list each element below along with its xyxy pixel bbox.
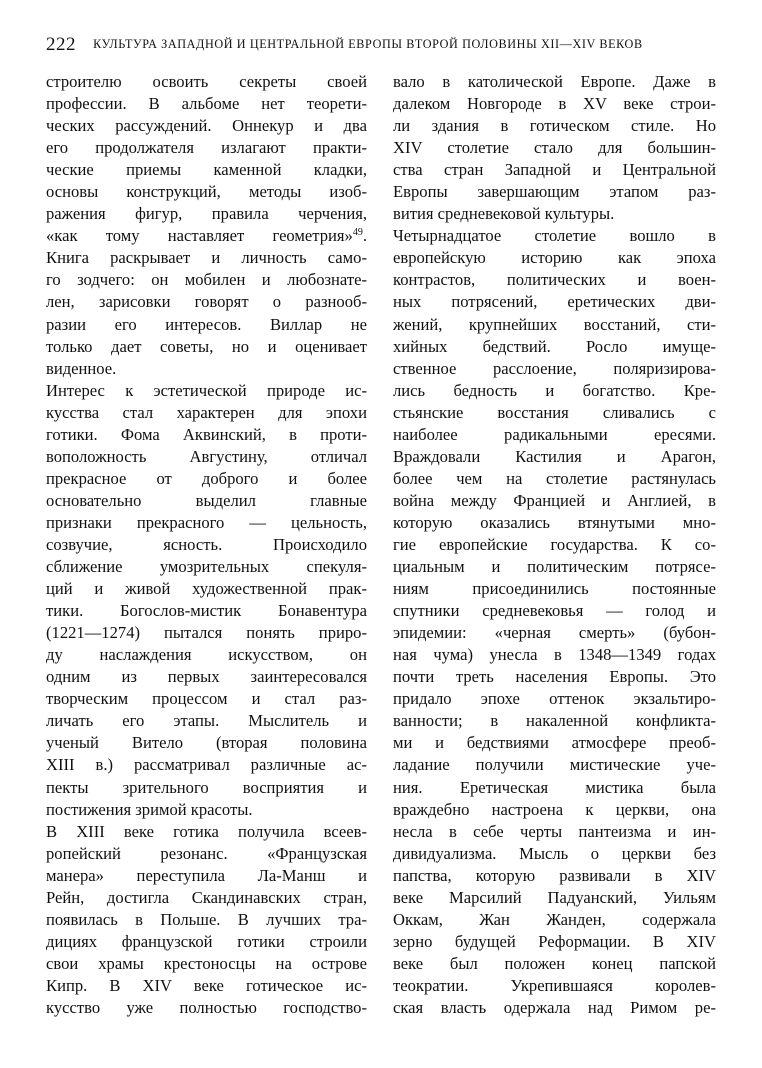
text-line (393, 534, 716, 556)
text-line (393, 600, 716, 622)
line-text: лен, зарисовки говорят о разнооб- (46, 292, 367, 312)
text-line (393, 424, 716, 446)
running-head (46, 34, 736, 56)
text-line (46, 600, 367, 622)
line-text: ду наслаждения искусством, он (46, 645, 367, 665)
line-text: почти треть населения Европы. Это (393, 667, 716, 687)
line-text: ученый Витело (вторая половина (46, 733, 367, 753)
line-text: только дает советы, но и оценивает (46, 336, 367, 356)
line-text-tail: . (362, 226, 367, 246)
line-text: личать его этапы. Мыслитель и (46, 711, 367, 731)
text-line (393, 777, 716, 799)
text-line (393, 93, 716, 115)
line-text: строителю освоить секреты своей (46, 72, 367, 91)
line-text: веке был положен конец папской (393, 953, 716, 973)
line-text: профессии. В альбоме нет теорети- (46, 94, 367, 114)
line-text: творческим процессом и стал раз- (46, 689, 367, 709)
line-text: одним из первых заинтересовался (46, 667, 367, 687)
text-line (393, 843, 716, 865)
text-line (393, 380, 716, 402)
line-text: признаки прекрасного — цельность, (46, 512, 367, 532)
text-line (393, 732, 716, 754)
line-text: ражения фигур, правила черчения, (46, 204, 367, 224)
text-line (46, 975, 367, 997)
line-text: ных потрясений, еретических дви- (393, 292, 716, 312)
text-line (46, 446, 367, 468)
line-text: жений, крупнейших восстаний, сти- (393, 314, 716, 334)
line-text: хийных бедствий. Росло имуще- (393, 336, 716, 356)
line-text: прекрасное от доброго и более (46, 468, 367, 488)
text-line (46, 314, 367, 336)
line-text: В XIII веке готика получила всеев- (46, 821, 367, 841)
text-line (46, 843, 367, 865)
text-line (393, 468, 716, 490)
text-line (46, 777, 367, 799)
line-text: Книга раскрывает и личность само- (46, 248, 367, 268)
text-line (46, 402, 367, 424)
line-text: циальным и политическим потрясе- (393, 557, 716, 577)
line-text: вития средневековой культуры. (393, 204, 615, 224)
line-text: контрастов, политических и воен- (393, 270, 716, 290)
line-text: враждебно настроена к церкви, она (393, 799, 716, 819)
text-line (46, 578, 367, 600)
line-text: вало в католической Европе. Даже в (393, 72, 716, 91)
line-text: виденное. (46, 358, 117, 378)
line-text: ства стран Западной и Центральной (393, 160, 716, 180)
text-line (46, 424, 367, 446)
text-line (46, 666, 367, 688)
text-line (393, 181, 716, 203)
text-line (46, 887, 367, 909)
text-line (46, 622, 367, 644)
line-text: ванности; в накаленной конфликта- (393, 711, 716, 731)
line-text: дициях французской готики строили (46, 931, 367, 951)
line-text: основы конструкций, методы изоб- (46, 182, 367, 202)
text-line (393, 269, 716, 291)
line-text: европейскую историю как эпоха (393, 248, 716, 268)
line-text: созвучие, ясность. Происходило (46, 534, 367, 554)
text-line (393, 159, 716, 181)
line-text: придало эпохе оттенок экзальтиро- (393, 689, 716, 709)
text-line (393, 578, 716, 600)
text-line (393, 644, 716, 666)
text-line (393, 336, 716, 358)
line-text: ми и бедствиями атмосфере преоб- (393, 733, 716, 753)
text-line (393, 291, 716, 313)
text-line (393, 953, 716, 975)
line-text: далеком Новгороде в XV веке строи- (393, 94, 716, 114)
text-line (46, 203, 367, 225)
text-line (393, 556, 716, 578)
text-line (46, 556, 367, 578)
text-line (46, 865, 367, 887)
text-line (393, 666, 716, 688)
line-text: свои храмы крестоносцы на острове (46, 953, 367, 973)
line-text: появилась в Польше. В лучших тра- (46, 909, 367, 929)
text-line (393, 688, 716, 710)
line-text: ственное расслоение, поляризирова- (393, 358, 716, 378)
text-line (46, 732, 367, 754)
text-line (393, 71, 716, 93)
line-text: война между Францией и Англией, в (393, 490, 716, 510)
line-text: го зодчего: он мобилен и любознате- (46, 270, 367, 290)
text-line (46, 490, 367, 512)
text-line (46, 997, 367, 1019)
line-text: его продолжателя излагают практи- (46, 138, 367, 158)
line-text: папства, которую развивали в XIV (393, 865, 716, 885)
line-text: лись бедность и богатство. Кре- (393, 380, 716, 400)
line-text: ская власть одержала над Римом ре- (393, 997, 716, 1017)
text-line (46, 181, 367, 203)
line-text: ли здания в готическом стиле. Но (393, 116, 716, 136)
text-line (46, 291, 367, 313)
text-line (393, 622, 716, 644)
line-text: тики. Богослов-мистик Бонавентура (46, 601, 367, 621)
line-text: кусства стал характерен для эпохи (46, 402, 367, 422)
line-text: ций и живой художественной прак- (46, 579, 367, 599)
line-text: ния. Еретическая мистика была (393, 777, 716, 797)
text-line (393, 975, 716, 997)
line-text: разии его интересов. Виллар не (46, 314, 367, 334)
text-line (46, 931, 367, 953)
text-line (393, 909, 716, 931)
text-line (393, 931, 716, 953)
line-text: наиболее радикальными ересями. (393, 424, 716, 444)
text-line (393, 754, 716, 776)
line-text: постижения зримой красоты. (46, 799, 253, 819)
line-text: готики. Фома Аквинский, в проти- (46, 424, 367, 444)
line-text: кусство уже полностью господство- (46, 997, 367, 1017)
text-line (393, 115, 716, 137)
text-line (46, 115, 367, 137)
line-text: воположность Августину, отличал (46, 446, 367, 466)
text-line (46, 247, 367, 269)
text-line (393, 225, 716, 247)
line-text: XIII в.) рассматривал различные ас- (46, 755, 367, 775)
line-text: сближение умозрительных спекуля- (46, 557, 367, 577)
text-line (393, 137, 716, 159)
line-text: веке Марсилий Падуанский, Уильям (393, 887, 716, 907)
page-number: 222 (46, 34, 76, 55)
line-text: ческих рассуждений. Оннекур и два (46, 116, 367, 136)
text-line (46, 688, 367, 710)
text-line (46, 821, 367, 843)
text-line (393, 821, 716, 843)
line-text: Рейн, достигла Скандинавских стран, (46, 887, 367, 907)
line-text: которую оказались втянутыми мно- (393, 512, 716, 532)
line-text: манера» переступила Ла-Манш и (46, 865, 367, 885)
text-line (393, 512, 716, 534)
text-line (393, 314, 716, 336)
line-text: Интерес к эстетической природе ис- (46, 380, 367, 400)
line-text: дивидуализма. Мысль о церкви без (393, 843, 716, 863)
text-line (46, 225, 367, 247)
text-line (46, 512, 367, 534)
text-line (393, 446, 716, 468)
text-line (46, 71, 367, 93)
text-line (46, 159, 367, 181)
line-text: ная чума) унесла в 1348—1349 годах (393, 645, 716, 665)
text-line (46, 953, 367, 975)
text-line (46, 269, 367, 291)
text-line (46, 710, 367, 732)
text-line (393, 247, 716, 269)
line-text: спутники средневековья — голод и (393, 601, 716, 621)
line-text: ниям присоединились постоянные (393, 579, 716, 599)
line-text: более чем на столетие растянулась (393, 468, 716, 488)
line-text: Враждовали Кастилия и Арагон, (393, 446, 716, 466)
text-line (46, 799, 367, 821)
text-line (393, 402, 716, 424)
footnote-ref: 49 (352, 227, 363, 239)
line-text: «как тому наставляет геометрия» (46, 226, 353, 246)
running-title: КУЛЬТУРА ЗАПАДНОЙ И ЦЕНТРАЛЬНОЙ ЕВРОПЫ ВТОРОЙ ПОЛОВИНЫ XII—XIV ВЕКОВ (93, 37, 643, 51)
text-line (393, 710, 716, 732)
text-line (46, 358, 367, 380)
line-text: несла в себе черты пантеизма и ин- (393, 821, 716, 841)
text-line (393, 887, 716, 909)
text-line (46, 336, 367, 358)
text-line (393, 865, 716, 887)
text-line (46, 93, 367, 115)
line-text: основательно выделил главные (46, 490, 367, 510)
line-text: Четырнадцатое столетие вошло в (393, 226, 716, 246)
line-text: Оккам, Жан Жанден, содержала (393, 909, 716, 929)
text-line (46, 909, 367, 931)
line-text: ропейский резонанс. «Французская (46, 843, 367, 863)
text-line (46, 754, 367, 776)
line-text: ладание получили мистические уче- (393, 755, 716, 775)
line-text: XIV столетие стало для большин- (393, 138, 716, 158)
line-text: гие европейские государства. К со- (393, 534, 716, 554)
right-text-column (393, 71, 716, 1019)
line-text: Европы завершающим этапом раз- (393, 182, 716, 202)
text-line (393, 358, 716, 380)
line-text: зерно будущей Реформации. В XIV (393, 931, 716, 951)
text-line (393, 203, 716, 225)
text-line (46, 534, 367, 556)
line-text: ческие приемы каменной кладки, (46, 160, 367, 180)
line-text: стьянские восстания сливались с (393, 402, 716, 422)
text-line (46, 137, 367, 159)
text-line (46, 380, 367, 402)
text-line (46, 644, 367, 666)
line-text: эпидемии: «черная смерть» (бубон- (393, 623, 716, 643)
line-text: (1221—1274) пытался понять приро- (46, 623, 367, 643)
line-text: Кипр. В XIV веке готическое ис- (46, 975, 367, 995)
left-text-column (46, 71, 367, 1019)
text-line (393, 490, 716, 512)
line-text: теократии. Укрепившаяся королев- (393, 975, 716, 995)
text-line (46, 468, 367, 490)
text-line (393, 997, 716, 1019)
line-text: пекты зрительного восприятия и (46, 777, 367, 797)
text-line (393, 799, 716, 821)
